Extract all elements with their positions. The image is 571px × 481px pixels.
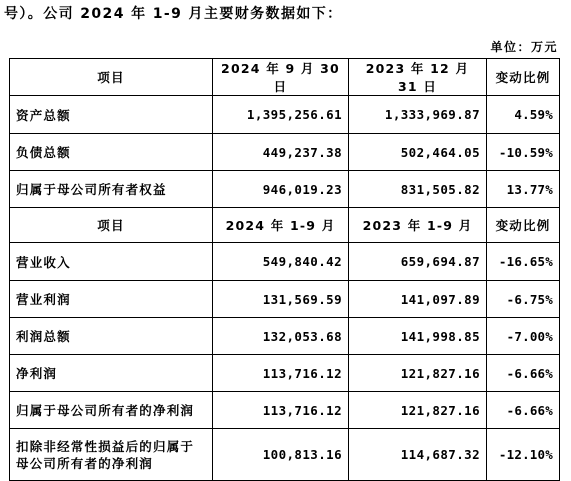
row-item: 负债总额 <box>10 134 213 171</box>
row-item: 净利润 <box>10 355 213 392</box>
header-change: 变动比例 <box>487 208 560 243</box>
row-value-2: 114,687.32 <box>349 429 487 481</box>
financial-table <box>9 58 560 481</box>
row-value-2: 121,827.16 <box>349 355 487 392</box>
row-item: 利润总额 <box>10 318 213 355</box>
row-item: 归属于母公司所有者的净利润 <box>10 392 213 429</box>
row-item: 资产总额 <box>10 96 213 134</box>
row-value-1: 113,716.12 <box>213 392 349 429</box>
row-value-1: 131,569.59 <box>213 281 349 318</box>
intro-text: 号）。公司 2024 年 1-9 月主要财务数据如下： <box>4 6 343 22</box>
unit-note: 单位：万元 <box>490 40 558 54</box>
row-change: -6.66% <box>487 355 560 392</box>
table-row <box>10 134 560 171</box>
row-change: -6.75% <box>487 281 560 318</box>
row-value-1: 100,813.16 <box>213 429 349 481</box>
row-value-2: 1,333,969.87 <box>349 96 487 134</box>
table-row <box>10 171 560 208</box>
row-value-2: 831,505.82 <box>349 171 487 208</box>
table-row <box>10 318 560 355</box>
row-value-2: 121,827.16 <box>349 392 487 429</box>
row-value-1: 946,019.23 <box>213 171 349 208</box>
row-value-2: 141,998.85 <box>349 318 487 355</box>
row-item: 营业收入 <box>10 243 213 281</box>
row-item: 营业利润 <box>10 281 213 318</box>
header-period-2: 2023 年 12 月 31 日 <box>349 59 487 96</box>
row-value-1: 132,053.68 <box>213 318 349 355</box>
table-row <box>10 281 560 318</box>
header-period-1: 2024 年 9 月 30 日 <box>213 59 349 96</box>
row-change: 4.59% <box>487 96 560 134</box>
header-period-1: 2024 年 1-9 月 <box>213 208 349 243</box>
row-item: 归属于母公司所有者权益 <box>10 171 213 208</box>
table-row <box>10 392 560 429</box>
row-change: -7.00% <box>487 318 560 355</box>
header-item: 项目 <box>10 59 213 96</box>
row-change: -16.65% <box>487 243 560 281</box>
row-change: -12.10% <box>487 429 560 481</box>
row-value-2: 502,464.05 <box>349 134 487 171</box>
row-item: 扣除非经常性损益后的归属于母公司所有者的净利润 <box>10 429 213 481</box>
table-row <box>10 96 560 134</box>
header-period-2: 2023 年 1-9 月 <box>349 208 487 243</box>
row-value-1: 113,716.12 <box>213 355 349 392</box>
header-item: 项目 <box>10 208 213 243</box>
table-header-row <box>10 59 560 96</box>
row-value-1: 549,840.42 <box>213 243 349 281</box>
row-value-1: 449,237.38 <box>213 134 349 171</box>
row-value-1: 1,395,256.61 <box>213 96 349 134</box>
row-change: 13.77% <box>487 171 560 208</box>
row-change: -10.59% <box>487 134 560 171</box>
table-header-row <box>10 208 560 243</box>
table-row <box>10 429 560 481</box>
header-change: 变动比例 <box>487 59 560 96</box>
table-row <box>10 243 560 281</box>
row-value-2: 141,097.89 <box>349 281 487 318</box>
table-row <box>10 355 560 392</box>
row-change: -6.66% <box>487 392 560 429</box>
row-value-2: 659,694.87 <box>349 243 487 281</box>
